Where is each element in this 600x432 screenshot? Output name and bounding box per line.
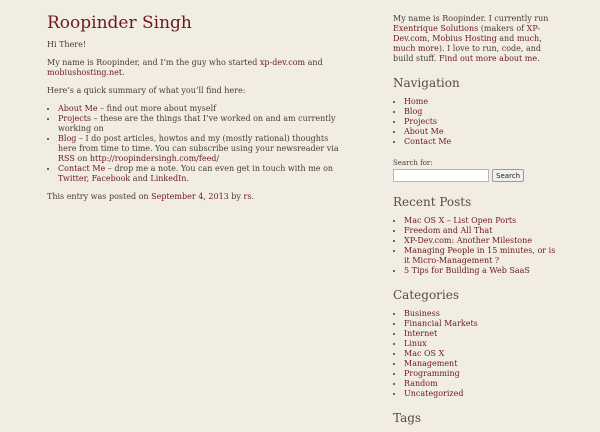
list-item xyxy=(404,369,563,379)
category-link[interactable]: Linux xyxy=(404,339,427,348)
about-me-link[interactable]: About Me xyxy=(58,104,98,113)
about-text: and xyxy=(496,34,517,43)
list-item-text: – drop me a note. You can even get in touch with me on xyxy=(105,164,334,173)
about-text: (makers of xyxy=(478,24,527,33)
recent-posts-heading: Recent Posts xyxy=(393,195,472,209)
greeting-text: Hi There! xyxy=(47,40,87,49)
category-link[interactable]: Internet xyxy=(404,329,438,338)
nav-item-blog xyxy=(404,107,563,117)
about-text: ). I love to run, code, and build stuff. xyxy=(393,44,542,63)
about-blurb xyxy=(393,14,563,64)
recent-post-link[interactable]: Mac OS X – List Open Ports xyxy=(404,216,517,225)
category-link[interactable]: Uncategorized xyxy=(404,389,464,398)
navigation-heading: Navigation xyxy=(393,76,460,90)
list-item xyxy=(404,216,563,226)
nav-item-about xyxy=(404,127,563,137)
categories-heading: Categories xyxy=(393,288,459,302)
search-form xyxy=(393,169,563,182)
search-button[interactable]: Search xyxy=(492,169,524,182)
summary-list xyxy=(47,104,342,184)
list-item xyxy=(404,246,563,266)
recent-post-link[interactable]: Freedom and All That xyxy=(404,226,493,235)
list-item xyxy=(404,319,563,329)
post-footer xyxy=(47,192,342,202)
list-item xyxy=(58,104,342,114)
recent-posts-list xyxy=(393,216,563,276)
recent-post-link[interactable]: Managing People in 15 minutes, or is it Micro-Management ? xyxy=(404,246,556,265)
list-item-text: – these are the things that I’ve worked on and am currently working on xyxy=(58,114,336,133)
category-link[interactable]: Management xyxy=(404,359,458,368)
category-link[interactable]: Programming xyxy=(404,369,460,378)
linkedin-link[interactable]: LinkedIn xyxy=(150,174,187,183)
facebook-link[interactable]: Facebook xyxy=(91,174,131,183)
xp-dev-link[interactable]: xp-dev.com xyxy=(259,58,306,67)
intro-and-text: and xyxy=(305,58,323,67)
list-item-text: – find out more about myself xyxy=(97,104,217,113)
list-item-text: and xyxy=(130,174,151,183)
summary-text: Here’s a quick summary of what you’ll find here: xyxy=(47,86,246,95)
sidebar xyxy=(393,14,563,432)
category-link[interactable]: Business xyxy=(404,309,440,318)
page-title: Roopinder Singh xyxy=(47,13,192,33)
exentrique-link[interactable]: Exentrique Solutions xyxy=(393,24,479,33)
nav-link-blog[interactable]: Blog xyxy=(404,107,423,116)
list-item xyxy=(404,329,563,339)
list-item xyxy=(58,164,342,184)
twitter-link[interactable]: Twitter xyxy=(58,174,87,183)
nav-link-contact[interactable]: Contact Me xyxy=(404,137,452,146)
list-item-text: on xyxy=(74,154,90,163)
find-out-more-link[interactable]: Find out more about me xyxy=(439,54,538,63)
list-item xyxy=(404,349,563,359)
navigation-list xyxy=(393,97,563,147)
about-text: , xyxy=(427,34,433,43)
about-text: . xyxy=(537,54,540,63)
contact-me-link[interactable]: Contact Me xyxy=(58,164,106,173)
search-label: Search for: xyxy=(393,159,433,167)
recent-post-link[interactable]: XP-Dev.com: Another Milestone xyxy=(404,236,533,245)
main-content xyxy=(47,12,342,210)
categories-list xyxy=(393,309,563,399)
intro-end-text: . xyxy=(122,68,125,77)
nav-item-contact xyxy=(404,137,563,147)
footer-text: This entry was posted on xyxy=(47,192,152,201)
search-input[interactable] xyxy=(393,169,489,182)
list-item xyxy=(58,114,342,134)
list-item-text: – I do post articles, howtos and my (mostly rational) thoughts here from time to time. You can subscribe using your newsreader via xyxy=(58,134,339,153)
footer-end-text: . xyxy=(251,192,254,201)
tags-heading: Tags xyxy=(393,411,422,425)
list-item xyxy=(404,226,563,236)
nav-link-projects[interactable]: Projects xyxy=(404,117,438,126)
list-item xyxy=(404,236,563,246)
nav-link-about[interactable]: About Me xyxy=(404,127,444,136)
list-item-text: . xyxy=(186,174,189,183)
footer-by-text: by xyxy=(228,192,244,201)
nav-item-projects xyxy=(404,117,563,127)
list-item xyxy=(404,389,563,399)
list-item xyxy=(404,359,563,369)
rss-link[interactable]: RSS xyxy=(58,154,75,163)
projects-link[interactable]: Projects xyxy=(58,114,92,123)
author-link[interactable]: rs xyxy=(243,192,252,201)
much-more-link[interactable]: much, much more xyxy=(393,34,542,53)
intro-paragraph xyxy=(47,58,342,78)
list-item xyxy=(404,379,563,389)
mobius-hosting-link[interactable]: Mobius Hosting xyxy=(432,34,497,43)
list-item xyxy=(404,266,563,276)
nav-link-home[interactable]: Home xyxy=(404,97,429,106)
list-item-text: , xyxy=(86,174,92,183)
category-link[interactable]: Mac OS X xyxy=(404,349,445,358)
list-item xyxy=(404,339,563,349)
category-link[interactable]: Random xyxy=(404,379,438,388)
nav-item-home xyxy=(404,97,563,107)
category-link[interactable]: Financial Markets xyxy=(404,319,478,328)
blog-link[interactable]: Blog xyxy=(58,134,77,143)
post-date-link[interactable]: September 4, 2013 xyxy=(151,192,229,201)
recent-post-link[interactable]: 5 Tips for Building a Web SaaS xyxy=(404,266,530,275)
list-item xyxy=(404,309,563,319)
about-text: My name is Roopinder. I currently run xyxy=(393,14,549,23)
xp-dev-sidebar-link[interactable]: XP-Dev.com xyxy=(393,24,540,43)
feed-url-link[interactable]: http://roopindersingh.com/feed/ xyxy=(89,154,220,163)
list-item xyxy=(58,134,342,164)
intro-text: My name is Roopinder, and I’m the guy who started xyxy=(47,58,260,67)
mobiushosting-link[interactable]: mobiushosting.net xyxy=(47,68,123,77)
